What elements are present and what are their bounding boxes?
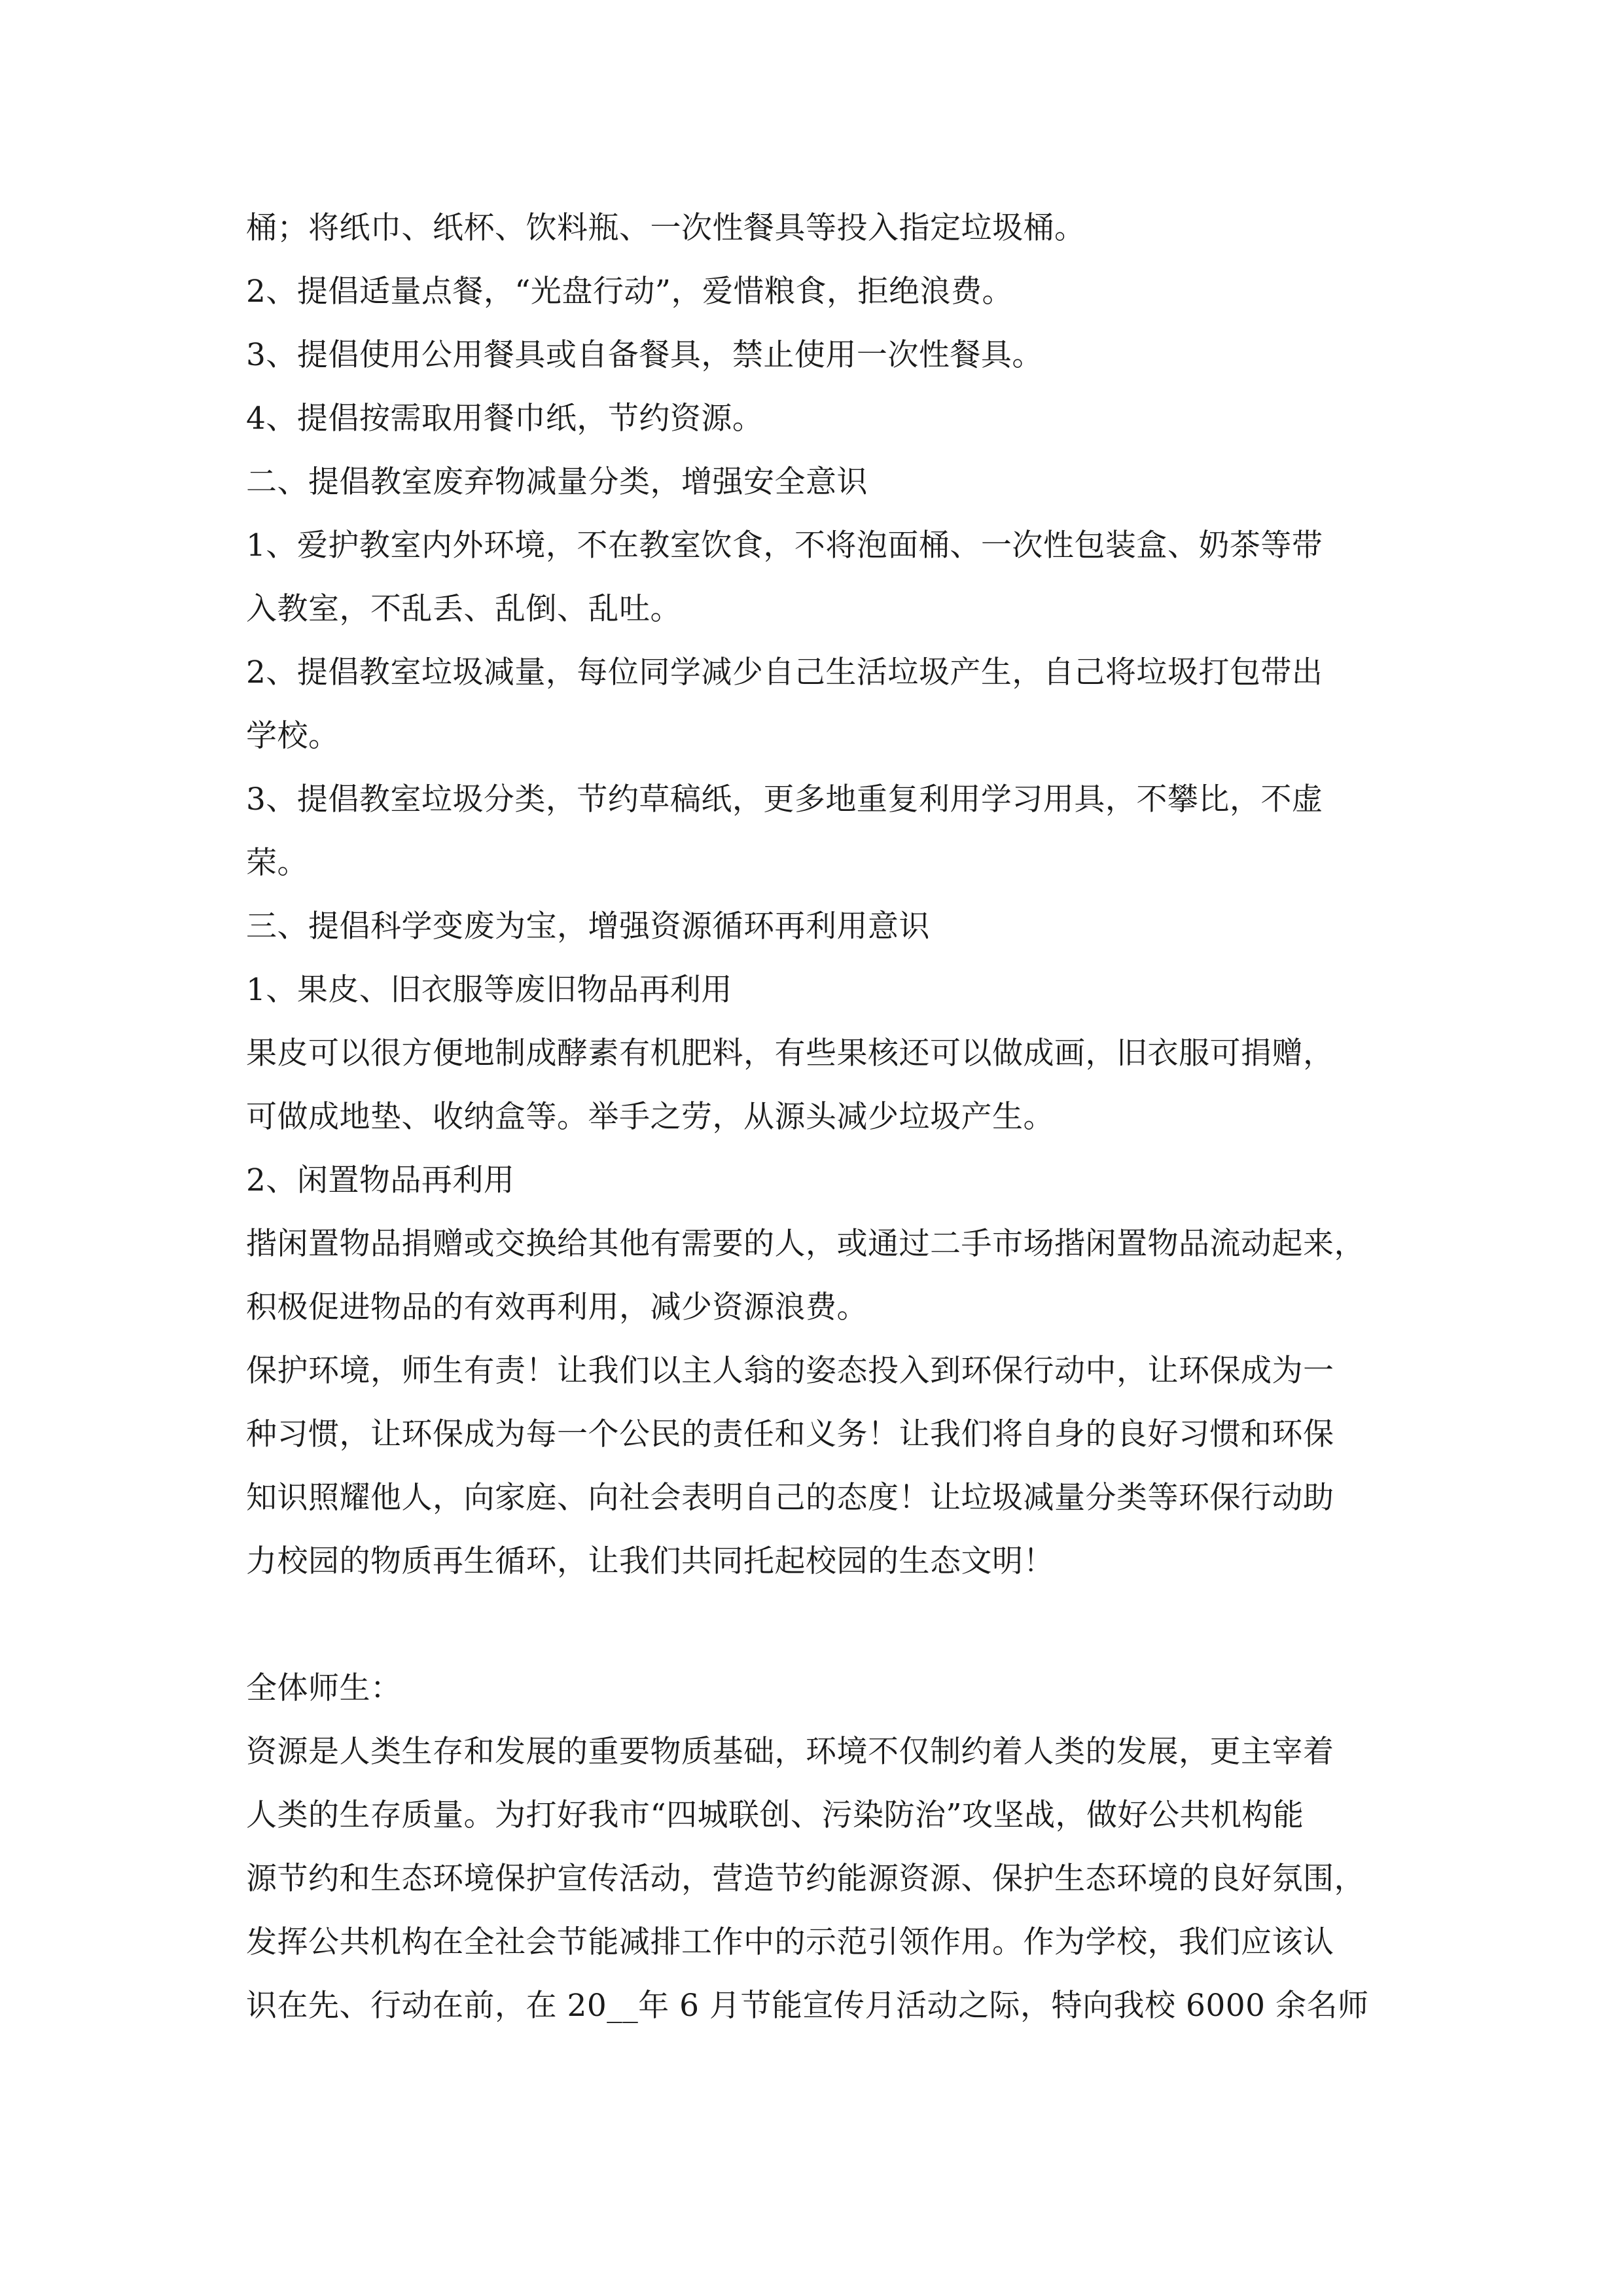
text-line: 积极促进物品的有效再利用，减少资源浪费。	[246, 1289, 868, 1325]
closing-paragraph-line: 力校园的物质再生循环，让我们共同托起校园的生态文明！	[246, 1543, 1054, 1579]
section-heading: 二、提倡教室废弃物减量分类，增强安全意识	[246, 464, 868, 500]
text-line: 发挥公共机构在全社会节能减排工作中的示范引领作用。作为学校，我们应该认	[246, 1924, 1334, 1960]
salutation: 全体师生：	[246, 1670, 402, 1706]
document-body	[246, 196, 1385, 2037]
text-line: 荣。	[246, 845, 308, 881]
text-line: 可做成地垫、收纳盒等。举手之劳，从源头减少垃圾产生。	[246, 1099, 1054, 1135]
text-line: 源节约和生态环境保护宣传活动，营造节约能源资源、保护生态环境的良好氛围，	[246, 1861, 1365, 1897]
text-line: 入教室，不乱丢、乱倒、乱吐。	[246, 591, 681, 627]
closing-paragraph-line: 知识照耀他人，向家庭、向社会表明自己的态度！让垃圾减量分类等环保行动助	[246, 1480, 1334, 1516]
text-line: 识在先、行动在前，在 20__年 6 月节能宣传月活动之际，特向我校 6000 余名师	[246, 1988, 1369, 2024]
text-line: 1、果皮、旧衣服等废旧物品再利用	[246, 972, 732, 1008]
section-spacer	[246, 1593, 1385, 1657]
closing-paragraph-line: 种习惯，让环保成为每一个公民的责任和义务！让我们将自身的良好习惯和环保	[246, 1416, 1334, 1452]
text-line: 资源是人类生存和发展的重要物质基础，环境不仅制约着人类的发展，更主宰着	[246, 1734, 1334, 1770]
text-line: 3、提倡教室垃圾分类，节约草稿纸，更多地重复利用学习用具，不攀比，不虚	[246, 781, 1323, 817]
text-line: 人类的生存质量。为打好我市“四城联创、污染防治”攻坚战，做好公共机构能	[246, 1797, 1304, 1833]
section-heading: 三、提倡科学变废为宝，增强资源循环再利用意识	[246, 908, 930, 944]
letter-section	[246, 1657, 1385, 2037]
text-line: 揩闲置物品捐赠或交换给其他有需要的人，或通过二手市场揩闲置物品流动起来，	[246, 1226, 1365, 1262]
text-line: 果皮可以很方便地制成酵素有机肥料，有些果核还可以做成画，旧衣服可捐赠，	[246, 1035, 1334, 1071]
text-line: 学校。	[246, 718, 340, 754]
text-line: 3、提倡使用公用餐具或自备餐具，禁止使用一次性餐具。	[246, 337, 1043, 373]
text-line: 2、提倡适量点餐，“光盘行动”，爱惜粮食，拒绝浪费。	[246, 274, 1013, 310]
initiative-measures-section	[246, 196, 1385, 1593]
text-line: 1、爱护教室内外环境，不在教室饮食，不将泡面桶、一次性包装盒、奶茶等带	[246, 528, 1323, 564]
closing-paragraph-line: 保护环境，师生有责！让我们以主人翁的姿态投入到环保行动中，让环保成为一	[246, 1353, 1334, 1389]
text-line: 2、提倡教室垃圾减量，每位同学减少自己生活垃圾产生，自己将垃圾打包带出	[246, 655, 1323, 691]
text-line: 4、提倡按需取用餐巾纸，节约资源。	[246, 401, 764, 437]
text-line: 桶；将纸巾、纸杯、饮料瓶、一次性餐具等投入指定垃圾桶。	[246, 210, 1086, 246]
text-line: 2、闲置物品再利用	[246, 1162, 515, 1198]
